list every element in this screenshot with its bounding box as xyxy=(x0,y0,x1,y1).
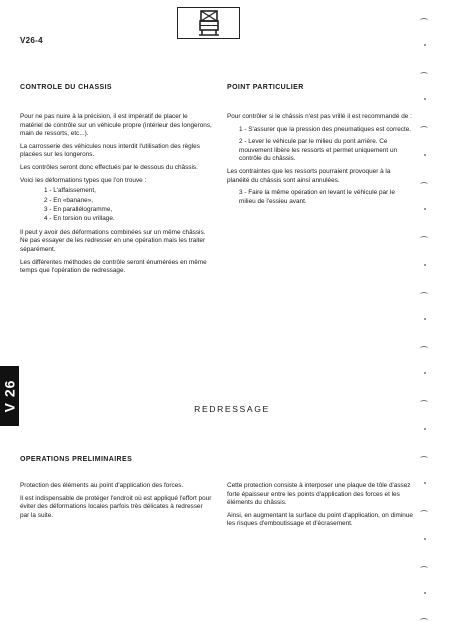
right-section-body xyxy=(227,113,413,210)
section-title: REDRESSAGE xyxy=(194,404,270,414)
left-paragraph: La carrosserie des véhicules nous interdit l'utilisation des règles placées sur les longerons. xyxy=(20,142,200,159)
edge-dot xyxy=(424,264,426,266)
left-paragraph: Pour ne pas nuire à la précision, il est impératif de placer le matériel de contrôle sur un véhicule propre (intérieur des longerons, main de ressorts, etc...). xyxy=(20,113,212,138)
right-step: 3 - Faire la même opération en levant le véhicule par le milieu de l'essieu avant. xyxy=(239,189,395,205)
edge-mark xyxy=(420,566,428,571)
edge-mark xyxy=(420,400,428,405)
right-step: 2 - Lever le véhicule par le milieu du pont arrière. Ce mouvement libère les ressorts et permet uniquement un contrôle du châssis. xyxy=(239,138,398,163)
edge-dot xyxy=(424,318,426,320)
edge-dot xyxy=(424,98,426,100)
bottom-left-paragraph: Il est indispensable de protéger l'endroit où est appliqué l'effort pour éviter des déformations locales parfois très délicates à redresser par la suite. xyxy=(20,494,212,519)
edge-dot xyxy=(424,592,426,594)
edge-mark xyxy=(420,618,428,623)
left-section-body xyxy=(20,113,212,280)
right-section-title: POINT PARTICULIER xyxy=(227,84,304,91)
edge-dot xyxy=(424,428,426,430)
deformation-list-item: 2 - En «banane», xyxy=(44,196,94,204)
right-paragraph: Les contraintes que les ressorts pourraient provoquer à la planéité du châssis sont ainsi annulées. xyxy=(227,167,391,184)
edge-dot xyxy=(424,482,426,484)
edge-mark xyxy=(420,126,428,131)
left-paragraph: Il peut y avoir des déformations combinées sur un même châssis. Ne pas essayer de les redresser en une opération mais les traiter séparément. xyxy=(20,228,206,253)
edge-mark xyxy=(420,18,428,23)
deformation-list-item: 3 - En parallélogramme, xyxy=(44,205,113,213)
chapter-side-tab xyxy=(0,366,19,426)
deformation-list-item: 1 - L'affaissement, xyxy=(44,187,96,195)
bottom-section-title: OPERATIONS PRELIMINAIRES xyxy=(20,456,133,463)
edge-dot xyxy=(424,538,426,540)
bottom-left-paragraph: Protection des éléments au point d'application des forces. xyxy=(20,482,184,489)
edge-mark xyxy=(420,346,428,351)
edge-dot xyxy=(424,154,426,156)
seat-frame-icon xyxy=(198,10,220,36)
bottom-right-body xyxy=(227,482,413,533)
bottom-right-paragraph: Ainsi, en augmentant la surface du point d'application, on diminue les risques d'emboutissage et d'écrasement. xyxy=(227,511,413,528)
right-step: 1 - S'assurer que la pression des pneumatiques est correcte. xyxy=(239,125,412,133)
chapter-tab-label: V 26 xyxy=(1,379,18,413)
header-emblem xyxy=(177,7,240,39)
left-paragraph: Les différentes méthodes de contrôle seront énumérées en même temps que l'opération de redressage. xyxy=(20,258,207,275)
left-paragraph: Voici les déformations types que l'on trouve : xyxy=(20,176,147,184)
edge-dot xyxy=(424,44,426,46)
deformation-list-item: 4 - En torsion ou vrillage. xyxy=(44,215,115,223)
edge-dot xyxy=(424,372,426,374)
edge-mark xyxy=(420,72,428,77)
edge-mark xyxy=(420,182,428,187)
edge-mark xyxy=(420,510,428,515)
left-section-title: CONTROLE DU CHASSIS xyxy=(20,84,112,91)
bottom-right-paragraph: Cette protection consiste à interposer une plaque de tôle d'assez forte épaisseur entre les points d'application des forces et les éléments du châssis. xyxy=(227,482,411,507)
edge-mark xyxy=(420,456,428,461)
bottom-left-body xyxy=(20,482,212,524)
page-reference: V26-4 xyxy=(20,36,43,45)
edge-dot xyxy=(424,208,426,210)
edge-mark xyxy=(420,236,428,241)
left-paragraph: Les contrôles seront donc effectués par le dessous du châssis. xyxy=(20,163,198,171)
edge-mark xyxy=(420,292,428,297)
right-paragraph: Pour contrôler si le châssis n'est pas vrillé il est recommandé de : xyxy=(227,113,412,120)
